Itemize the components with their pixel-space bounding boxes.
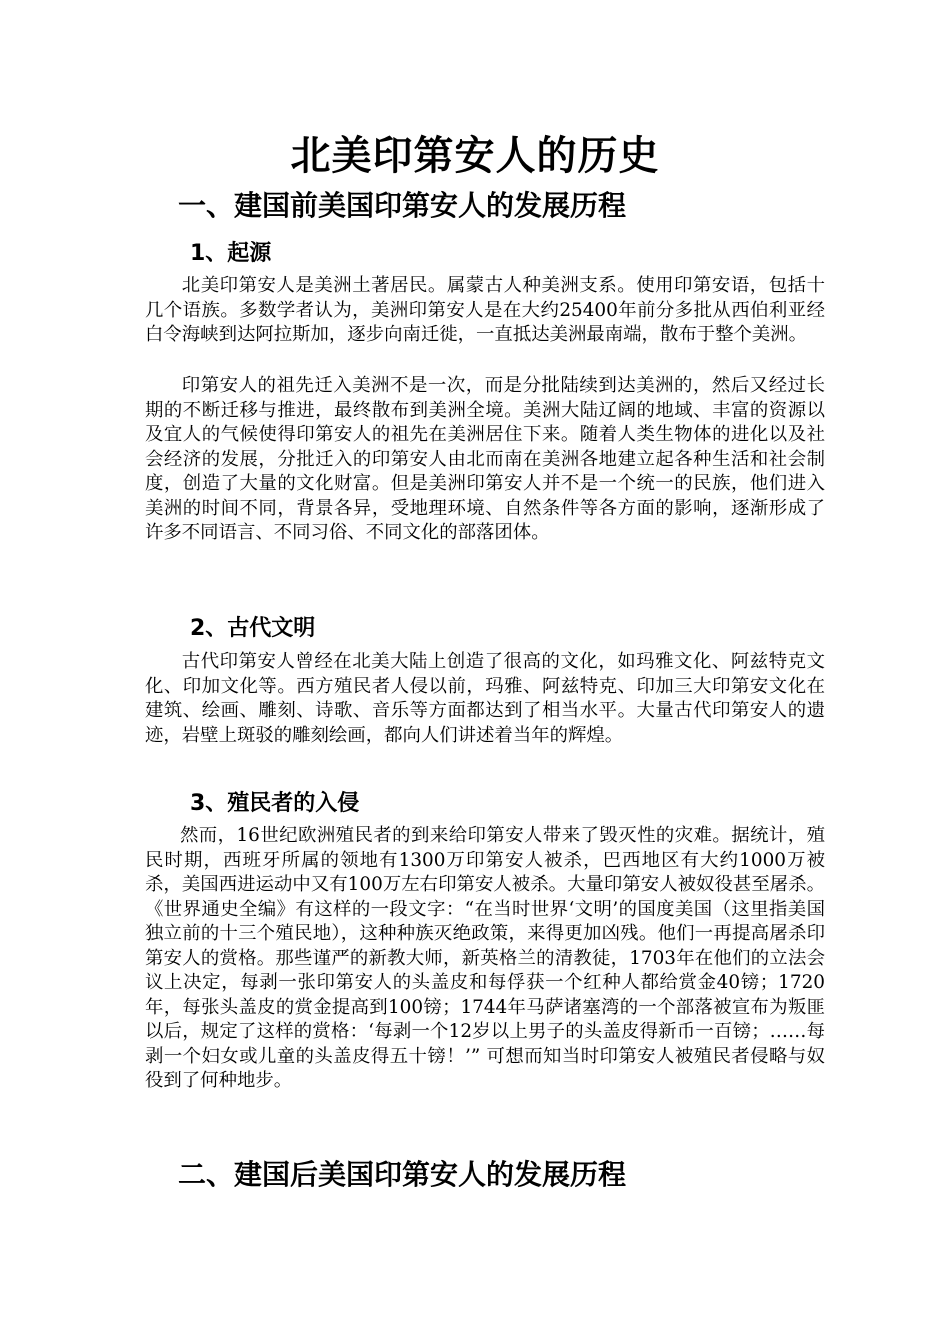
- subsection-heading-colonial-invasion: 3、殖民者的入侵: [190, 791, 360, 816]
- paragraph-ancient-civilization: 古代印第安人曾经在北美大陆上创造了很高的文化，如玛雅文化、阿兹特克文化、印加文化等。西方殖民者人侵以前，玛雅、阿兹特克、印加三大印第安文化在建筑、绘画、雕刻、诗歌、音乐等方面都达到了相当水平。大量古代印第安人的遗迹，岩壁上斑驳的雕刻绘画，都向人们讲述着当年的辉煌。: [145, 651, 825, 746]
- paragraph-origin-1: 北美印第安人是美洲土著居民。属蒙古人种美洲支系。使用印第安语，包括十几个语族。多数学者认为，美洲印第安人是在大约25400年前分多批从西伯利亚经白令海峡到达阿拉斯加，逐步向南迁徙，一直抵达美洲最南端，散布于整个美洲。: [145, 275, 825, 345]
- subsection-heading-origin: 1、起源: [190, 241, 272, 266]
- document-title: 北美印第安人的历史: [290, 133, 660, 179]
- paragraph-colonial-invasion: 然而，16世纪欧洲殖民者的到来给印第安人带来了毁灭性的灾难。据统计，殖民时期，西班牙所属的领地有1300万印第安人被杀，巴西地区有大约1000万被杀，美国西进运动中又有100万左右印第安人被杀。大量印第安人被奴役甚至屠杀。《世界通史全编》有这样的一段文字：“在当时世界‘文明’的国度美国（这里指美国独立前的十三个殖民地），这种种族灭绝政策，来得更加凶残。他们一再提高屠杀印第安人的赏格。那些谨严的新教大师，新英格兰的清教徒，1703年在他们的立法会议上决定，每剥一张印第安人的头盖皮和每俘获一个红种人都给赏金40镑；1720年，每张头盖皮的赏金提高到100镑；1744年马萨诸塞湾的一个部落被宣布为叛匪以后，规定了这样的赏格：‘每剥一个12岁以上男子的头盖皮得新币一百镑；……每剥一个妇女或儿童的头盖皮得五十镑！’” 可想而知当时印第安人被殖民者侵略与奴役到了何种地步。: [145, 825, 825, 1091]
- subsection-heading-ancient-civilization: 2、古代文明: [190, 616, 316, 641]
- section-heading-2: 二、建国后美国印第安人的发展历程: [178, 1158, 627, 1191]
- paragraph-origin-2: 印第安人的祖先迁入美洲不是一次，而是分批陆续到达美洲的，然后又经过长期的不断迁移与推进，最终散布到美洲全境。美洲大陆辽阔的地域、丰富的资源以及宜人的气候使得印第安人的祖先在美洲居住下来。随着人类生物体的进化以及社会经济的发展，分批迁入的印第安人由北而南在美洲各地建立起各种生活和社会制度，创造了大量的文化财富。但是美洲印第安人并不是一个统一的民族，他们进入美洲的时间不同，背景各异，受地理环境、自然条件等各方面的影响，逐渐形成了许多不同语言、不同习俗、不同文化的部落团体。: [145, 375, 825, 543]
- section-heading-1: 一、建国前美国印第安人的发展历程: [178, 189, 627, 222]
